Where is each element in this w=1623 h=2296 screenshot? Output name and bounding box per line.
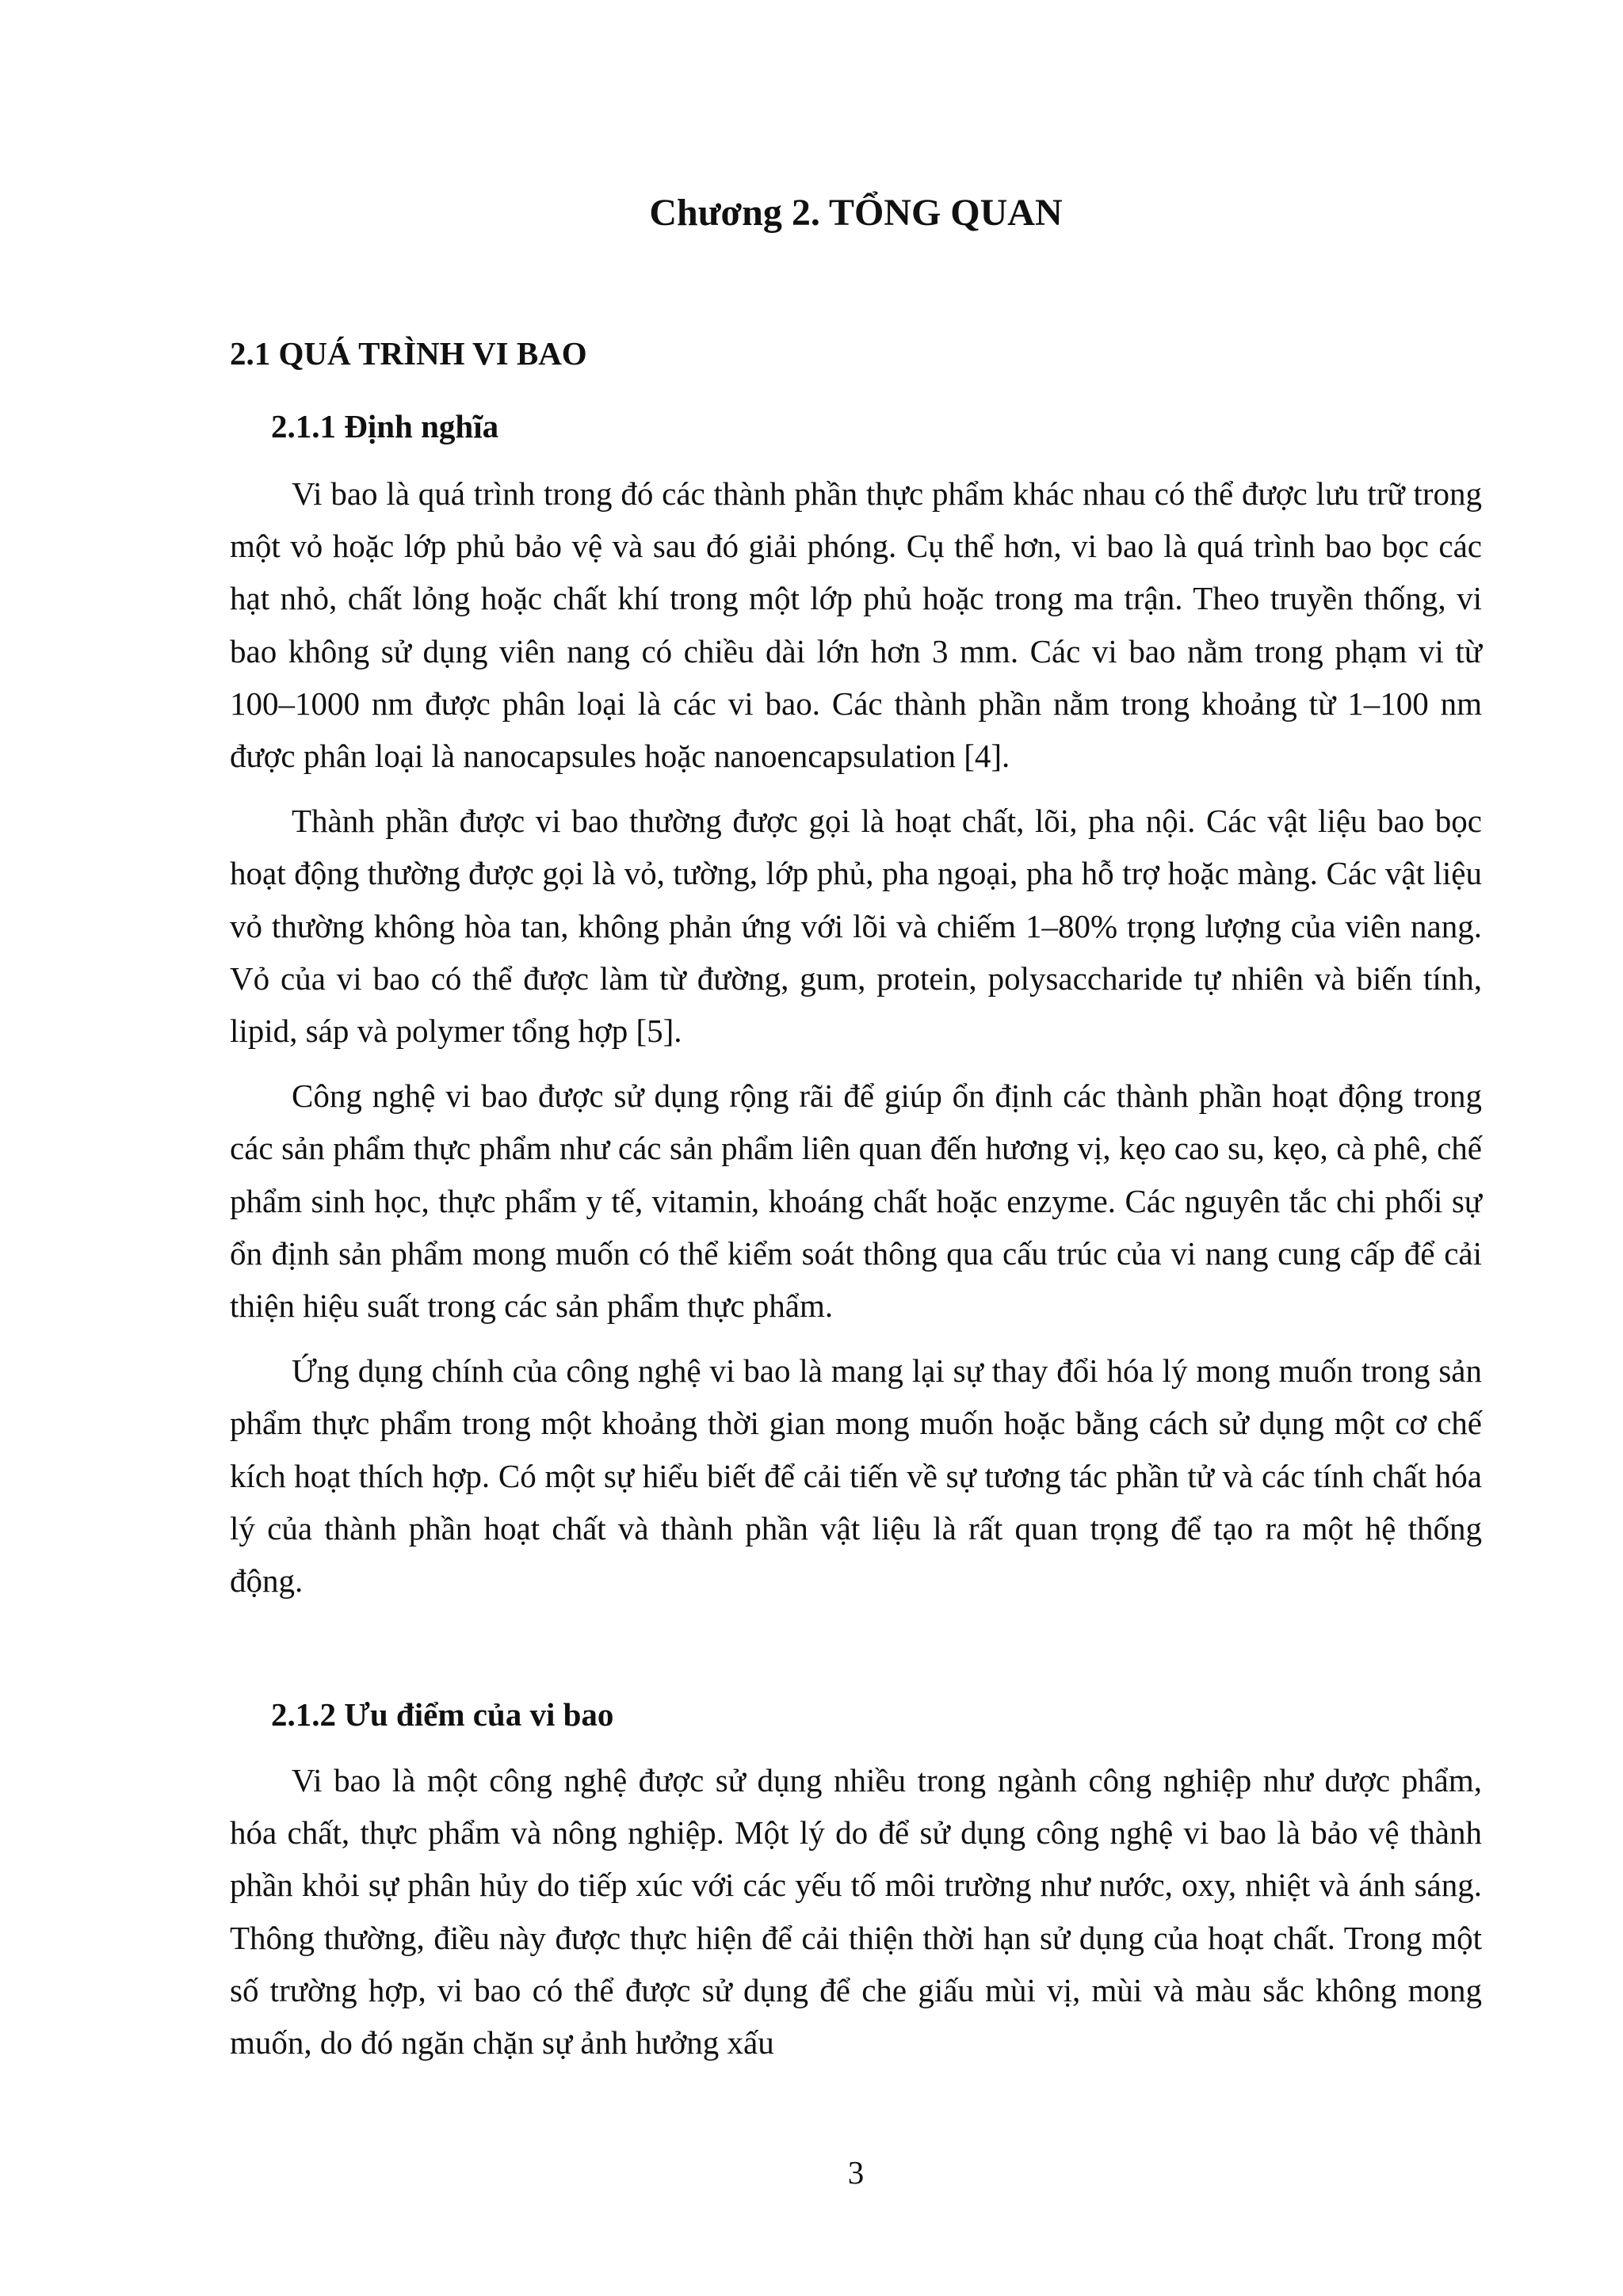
section-heading: 2.1 QUÁ TRÌNH VI BAO (230, 335, 587, 372)
paragraph: Vi bao là một công nghệ được sử dụng nhiều trong ngành công nghiệp như dược phẩm, hóa chất, thực phẩm và nông nghiệp. Một lý do để sử dụng công nghệ vi bao là bảo vệ thành phần khỏi sự phân hủy do tiếp xúc với các yếu tố môi trường như nước, oxy, nhiệt và ánh sáng. Thông thường, điều này được thực hiện để cải thiện thời hạn sử dụng của hoạt chất. Trong một số trường hợp, vi bao có thể được sử dụng để che giấu mùi vị, mùi và màu sắc không mong muốn, do đó ngăn chặn sự ảnh hưởng xấu (230, 1762, 1482, 2061)
chapter-title: Chương 2. TỔNG QUAN (649, 192, 1063, 234)
definition-body (230, 467, 1482, 1607)
paragraph: Vi bao là quá trình trong đó các thành phần thực phẩm khác nhau có thể được lưu trữ trong một vỏ hoặc lớp phủ bảo vệ và sau đó giải phóng. Cụ thể hơn, vi bao là quá trình bao bọc các hạt nhỏ, chất lỏng hoặc chất khí trong một lớp phủ hoặc trong ma trận. Theo truyền thống, vi bao không sử dụng viên nang có chiều dài lớn hơn 3 mm. Các vi bao nằm trong phạm vi từ 100–1000 nm được phân loại là các vi bao. Các thành phần nằm trong khoảng từ 1–100 nm được phân loại là nanocapsules hoặc nanoencapsulation [4]. (230, 475, 1482, 775)
paragraph: Công nghệ vi bao được sử dụng rộng rãi để giúp ổn định các thành phần hoạt động trong các sản phẩm thực phẩm như các sản phẩm liên quan đến hương vị, kẹo cao su, kẹo, cà phê, chế phẩm sinh học, thực phẩm y tế, vitamin, khoáng chất hoặc enzyme. Các nguyên tắc chi phối sự ổn định sản phẩm mong muốn có thể kiểm soát thông qua cấu trúc của vi nang cung cấp để cải thiện hiệu suất trong các sản phẩm thực phẩm. (230, 1077, 1482, 1325)
subsection-heading-advantages: 2.1.2 Ưu điểm của vi bao (271, 1696, 614, 1733)
advantages-body (230, 1754, 1482, 2069)
page-number: 3 (847, 2154, 865, 2191)
document-page (230, 0, 1482, 2296)
paragraph: Ứng dụng chính của công nghệ vi bao là mang lại sự thay đổi hóa lý mong muốn trong sản phẩm thực phẩm trong một khoảng thời gian mong muốn hoặc bằng cách sử dụng một cơ chế kích hoạt thích hợp. Có một sự hiểu biết để cải tiến về sự tương tác phần tử và các tính chất hóa lý của thành phần hoạt chất và thành phần vật liệu là rất quan trọng để tạo ra một hệ thống động. (230, 1352, 1482, 1600)
subsection-heading-definition: 2.1.1 Định nghĩa (271, 408, 499, 444)
paragraph: Thành phần được vi bao thường được gọi là hoạt chất, lõi, pha nội. Các vật liệu bao bọc hoạt động thường được gọi là vỏ, tường, lớp phủ, pha ngoại, pha hỗ trợ hoặc màng. Các vật liệu vỏ thường không hòa tan, không phản ứng với lõi và chiếm 1–80% trọng lượng của viên nang. Vỏ của vi bao có thể được làm từ đường, gum, protein, polysaccharide tự nhiên và biến tính, lipid, sáp và polymer tổng hợp [5]. (230, 803, 1482, 1050)
